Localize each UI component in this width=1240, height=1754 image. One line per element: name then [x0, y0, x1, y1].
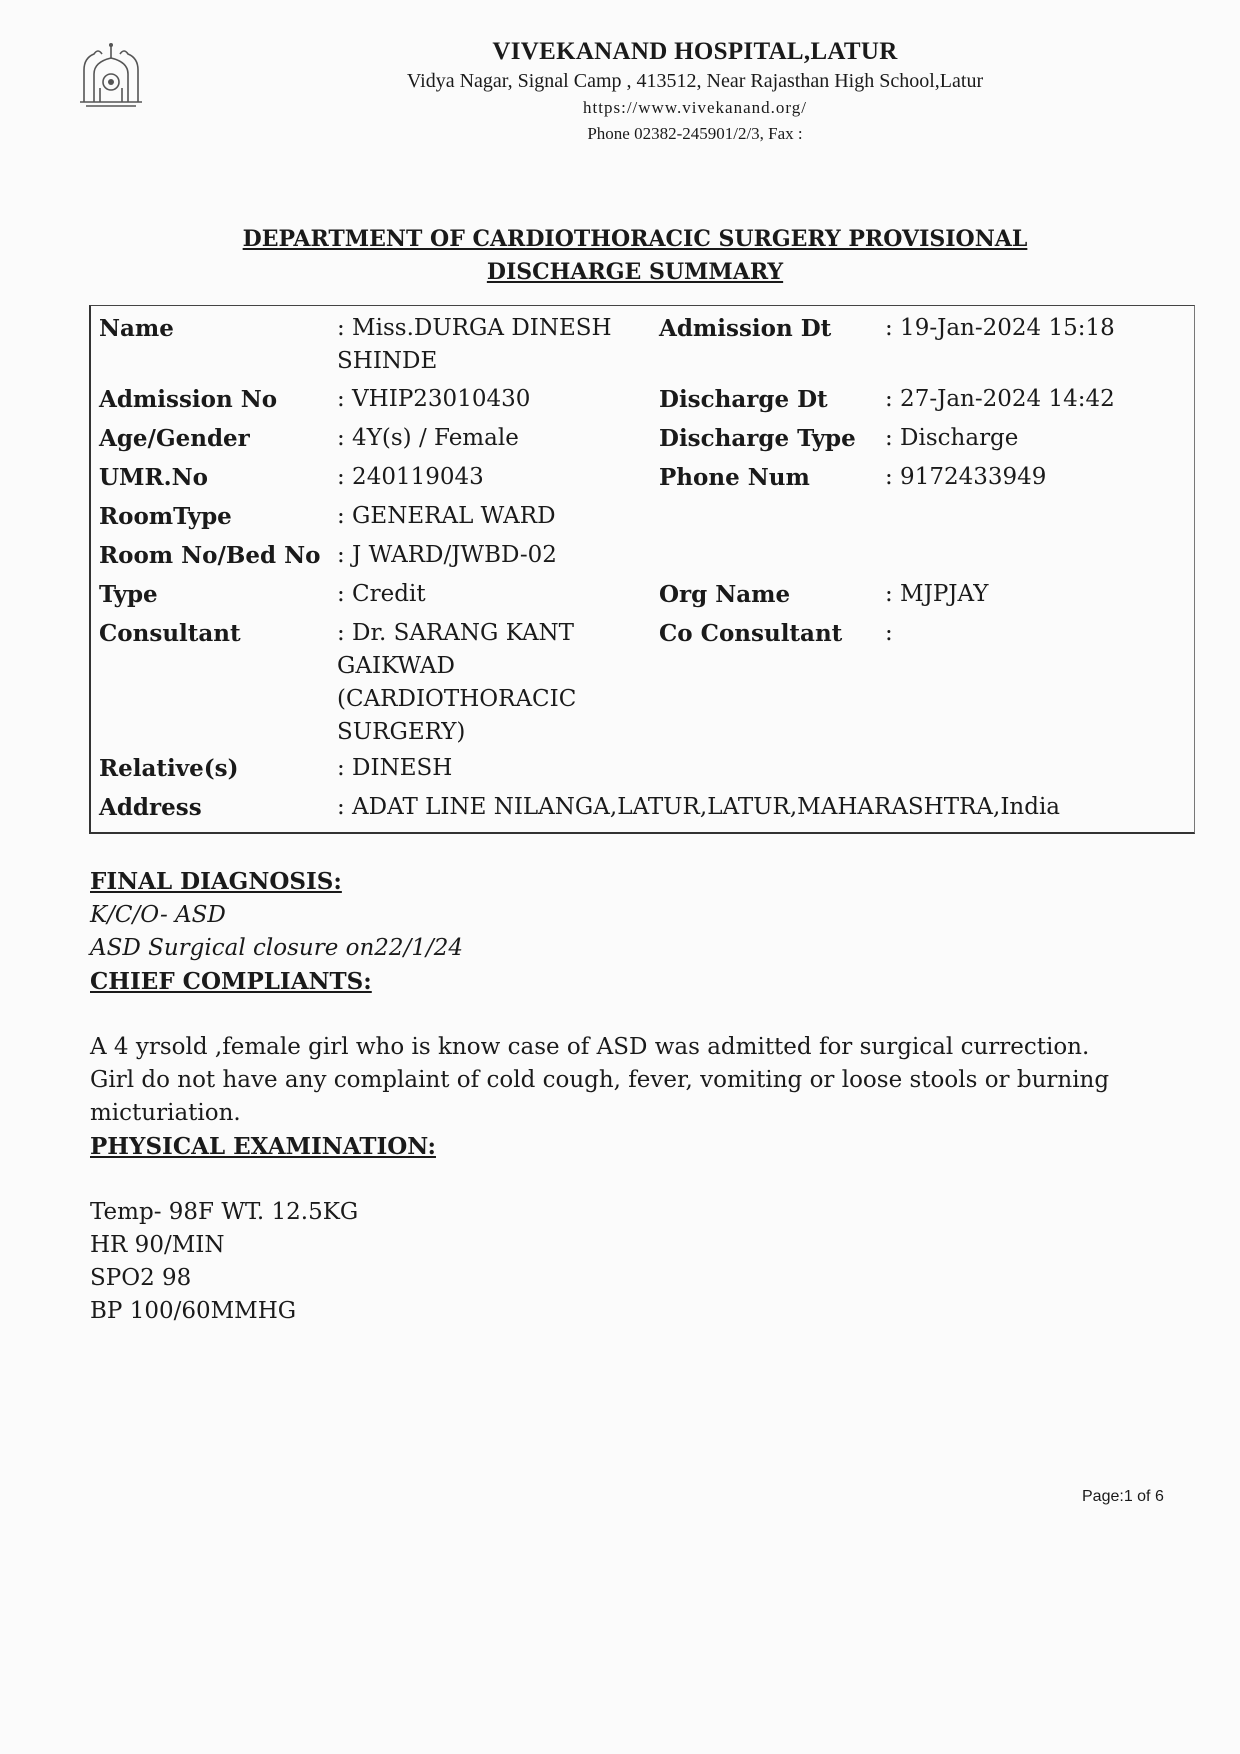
diagnosis-line: ASD Surgical closure on22/1/24: [90, 935, 463, 961]
hospital-address: Vidya Nagar, Signal Camp , 413512, Near Rajasthan High School,Latur: [406, 70, 984, 92]
org-name-value: : MJPJAY: [885, 581, 989, 607]
admission-dt-label: Admission Dt: [659, 315, 832, 342]
document-title-line2: DISCHARGE SUMMARY: [486, 259, 784, 285]
discharge-type-label: Discharge Type: [659, 425, 856, 452]
discharge-dt-label: Discharge Dt: [659, 386, 828, 413]
hospital-website: https://www.vivekanand.org/: [583, 98, 807, 117]
admission-no-value: : VHIP23010430: [337, 386, 531, 412]
exam-line: SPO2 98: [90, 1265, 192, 1291]
exam-line: BP 100/60MMHG: [90, 1298, 297, 1324]
age-gender-label: Age/Gender: [99, 425, 250, 452]
name-value: : Miss.DURGA DINESH SHINDE: [337, 315, 612, 374]
complaint-line: micturiation.: [90, 1100, 241, 1126]
admission-dt-value: : 19-Jan-2024 15:18: [885, 315, 1115, 341]
chief-complaints-heading: CHIEF COMPLIANTS:: [90, 968, 372, 995]
consultant-label: Consultant: [99, 620, 241, 647]
consultant-value: : Dr. SARANG KANT GAIKWAD (CARDIOTHORACIC SURGERY): [337, 620, 577, 745]
name-label: Name: [99, 315, 174, 342]
complaint-line: A 4 yrsold ,female girl who is know case of ASD was admitted for surgical currection.: [90, 1034, 1090, 1060]
final-diagnosis-heading: FINAL DIAGNOSIS:: [90, 868, 342, 895]
room-bed-label: Room No/Bed No: [99, 542, 321, 569]
co-consultant-label: Co Consultant: [659, 620, 843, 647]
room-type-label: RoomType: [99, 503, 232, 530]
page-number: Page:1 of 6: [1082, 1488, 1164, 1505]
address-value: : ADAT LINE NILANGA,LATUR,LATUR,MAHARASHTRA,India: [337, 794, 1061, 820]
relatives-label: Relative(s): [99, 755, 239, 782]
org-name-label: Org Name: [659, 581, 791, 608]
complaint-line: Girl do not have any complaint of cold cough, fever, vomiting or loose stools or burning: [90, 1067, 1110, 1093]
discharge-type-value: : Discharge: [885, 425, 1019, 451]
phone-value: : 9172433949: [885, 464, 1047, 490]
hospital-name: VIVEKANAND HOSPITAL,LATUR: [492, 38, 898, 65]
type-label: Type: [99, 581, 158, 608]
phone-label: Phone Num: [659, 464, 810, 491]
hospital-logo-icon: [76, 40, 146, 116]
relatives-value: : DINESH: [337, 755, 453, 781]
exam-line: HR 90/MIN: [90, 1232, 225, 1258]
document-title-line1: DEPARTMENT OF CARDIOTHORACIC SURGERY PROVISIONAL: [242, 226, 1028, 252]
umr-label: UMR.No: [99, 464, 209, 491]
admission-no-label: Admission No: [99, 386, 278, 413]
address-label: Address: [99, 794, 202, 821]
age-gender-value: : 4Y(s) / Female: [337, 425, 519, 451]
discharge-dt-value: : 27-Jan-2024 14:42: [885, 386, 1115, 412]
room-bed-value: : J WARD/JWBD-02: [337, 542, 557, 568]
umr-value: : 240119043: [337, 464, 484, 490]
diagnosis-line: K/C/O- ASD: [90, 902, 226, 928]
physical-exam-heading: PHYSICAL EXAMINATION:: [90, 1133, 436, 1160]
exam-line: Temp- 98F WT. 12.5KG: [90, 1199, 359, 1225]
patient-details-box: [89, 305, 1195, 834]
co-consultant-value: :: [885, 620, 893, 646]
type-value: : Credit: [337, 581, 426, 607]
room-type-value: : GENERAL WARD: [337, 503, 556, 529]
hospital-phone: Phone 02382-245901/2/3, Fax :: [587, 124, 803, 143]
